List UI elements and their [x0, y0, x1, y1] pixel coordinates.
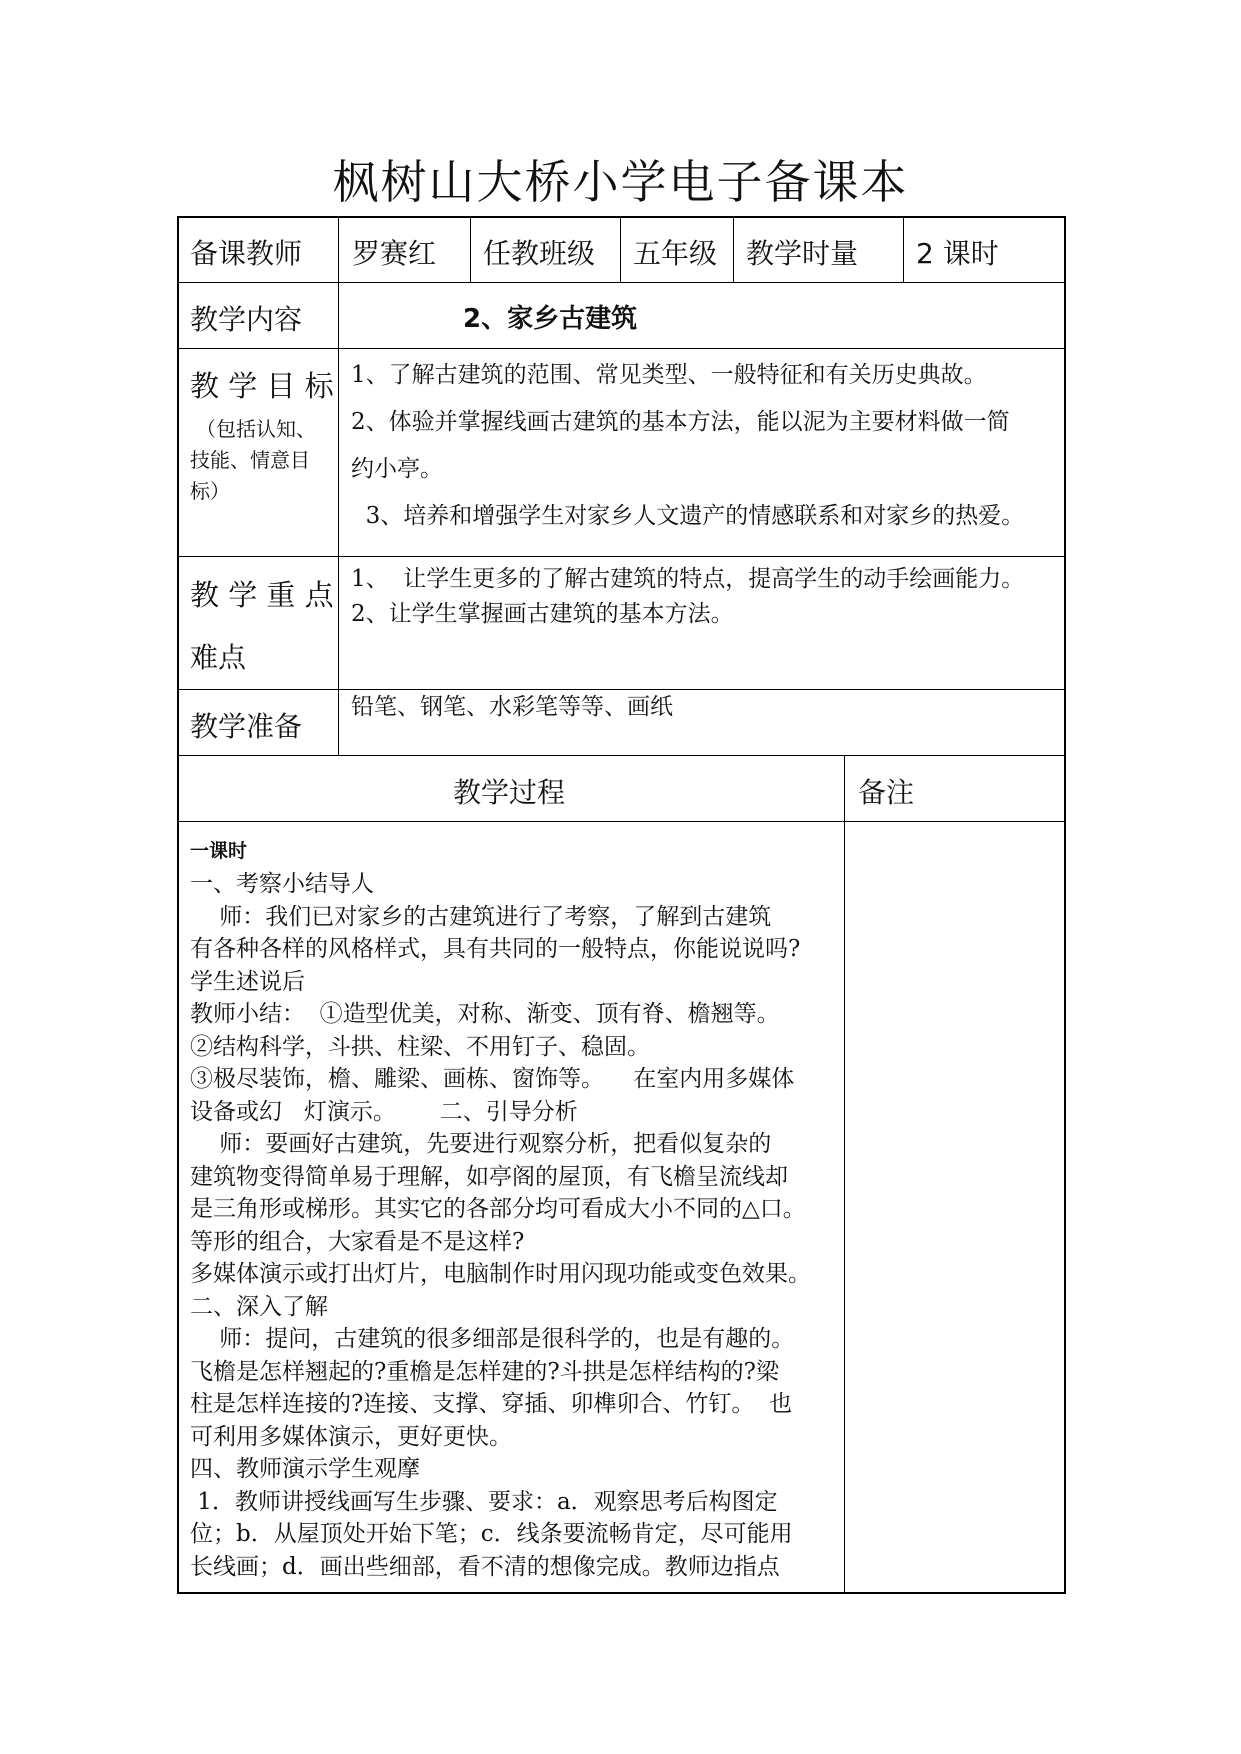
process-line: 师：我们已对家乡的古建筑进行了考察，了解到古建筑 — [190, 903, 772, 930]
process-line: 建筑物变得简单易于理解，如亭阁的屋顶，有飞檐呈流线却 — [190, 1163, 788, 1190]
hours-label: 教学时量 — [746, 237, 859, 270]
row-separator — [177, 755, 1066, 756]
preparation-value: 铅笔、钢笔、水彩笔等等、画纸 — [351, 694, 673, 720]
key-point-line: 2、让学生掌握画古建筑的基本方法。 — [351, 601, 734, 627]
key-points-label: 教 学 重 点 — [190, 578, 334, 612]
objective-line: 2、体验并掌握线画古建筑的基本方法，能以泥为主要材料做一简 — [351, 409, 1010, 435]
process-line: 是三角形或梯形。其实它的各部分均可看成大小不同的△口。 — [190, 1196, 806, 1222]
process-line: 学生述说后 — [190, 968, 305, 995]
process-line: 教师小结： ①造型优美，对称、渐变、顶有脊、檐翘等。 — [190, 1001, 780, 1027]
row-separator — [177, 556, 1066, 557]
row-separator — [177, 348, 1066, 349]
session-title: 一课时 — [190, 840, 248, 862]
process-line: 多媒体演示或打出灯片，电脑制作时用闪现功能或变色效果。 — [190, 1261, 811, 1287]
process-line: 师：要画好古建筑，先要进行观察分析，把看似复杂的 — [190, 1131, 772, 1157]
objective-line: 1、了解古建筑的范围、常见类型、一般特征和有关历史典故。 — [351, 362, 987, 388]
process-line: 等形的组合，大家看是不是这样? — [190, 1228, 525, 1255]
process-text — [190, 868, 811, 1583]
table-border-bottom — [177, 1592, 1066, 1594]
objectives-sub-label-line: （包括认知、 — [196, 417, 316, 441]
process-line: 四、教师演示学生观摩 — [190, 1456, 420, 1482]
row-separator — [177, 282, 1066, 283]
process-line: 有各种各样的风格样式，具有共同的一般特点，你能说说吗? — [190, 936, 801, 962]
objective-line: 约小亭。 — [351, 456, 443, 482]
key-points-text — [351, 562, 1024, 632]
process-line: 位；b．从屋顶处开始下笔；c．线条要流畅肯定，尽可能用 — [190, 1521, 793, 1547]
process-line: 一、考察小结导人 — [190, 871, 374, 897]
objectives-label: 教 学 目 标 — [190, 369, 334, 403]
objective-line: 3、培养和增强学生对家乡人文遗产的情感联系和对家乡的热爱。 — [351, 503, 1025, 529]
table-border-left — [177, 216, 179, 1594]
process-line: ②结构科学，斗拱、柱梁、不用钉子、稳固。 — [190, 1033, 650, 1060]
column-separator — [733, 216, 734, 283]
teacher-name: 罗赛红 — [352, 237, 437, 270]
class-value: 五年级 — [633, 237, 718, 270]
objectives-text — [351, 352, 1024, 540]
content-label: 教学内容 — [190, 303, 303, 336]
row-separator — [177, 821, 1066, 822]
class-label: 任教班级 — [483, 237, 596, 270]
objectives-sub-label — [190, 414, 316, 507]
key-points-label-line2: 难点 — [190, 641, 247, 674]
objectives-sub-label-line: 技能、情意目 — [190, 448, 310, 472]
column-separator — [844, 755, 845, 1593]
column-separator — [620, 216, 621, 283]
table-border-right — [1064, 216, 1066, 1594]
process-line: 飞檐是怎样翘起的?重檐是怎样建的?斗拱是怎样结构的?梁 — [190, 1358, 779, 1385]
process-line: 长线画；d．画出些细部，看不清的想像完成。教师边指点 — [190, 1553, 780, 1580]
table-border-top — [177, 216, 1066, 218]
notes-header-label: 备注 — [858, 776, 915, 809]
preparation-label: 教学准备 — [190, 710, 303, 743]
process-line: 可利用多媒体演示，更好更快。 — [190, 1423, 512, 1450]
hours-value: 2 课时 — [916, 237, 999, 270]
column-separator — [470, 216, 471, 283]
process-header-label: 教学过程 — [453, 776, 566, 809]
process-line: ③极尽装饰，檐、雕梁、画栋、窗饰等。 在室内用多媒体 — [190, 1066, 795, 1092]
column-separator — [338, 216, 339, 756]
process-line: 二、深入了解 — [190, 1293, 328, 1320]
process-line: 师：提问，古建筑的很多细部是很科学的，也是有趣的。 — [190, 1326, 795, 1352]
teacher-label: 备课教师 — [190, 237, 303, 270]
content-value: 2、家乡古建筑 — [463, 304, 638, 334]
process-line: 1．教师讲授线画写生步骤、要求：a．观察思考后构图定 — [190, 1488, 778, 1515]
process-line: 设备或幻 灯演示。 二、引导分析 — [190, 1098, 578, 1125]
page-title: 枫树山大桥小学电子备课本 — [332, 155, 909, 209]
objectives-sub-label-line: 标） — [190, 479, 230, 503]
column-separator — [903, 216, 904, 283]
process-line: 柱是怎样连接的?连接、支撑、穿插、卯榫卯合、竹钉。 也 — [190, 1391, 792, 1417]
key-point-line: 1、 让学生更多的了解古建筑的特点，提高学生的动手绘画能力。 — [351, 566, 1025, 592]
